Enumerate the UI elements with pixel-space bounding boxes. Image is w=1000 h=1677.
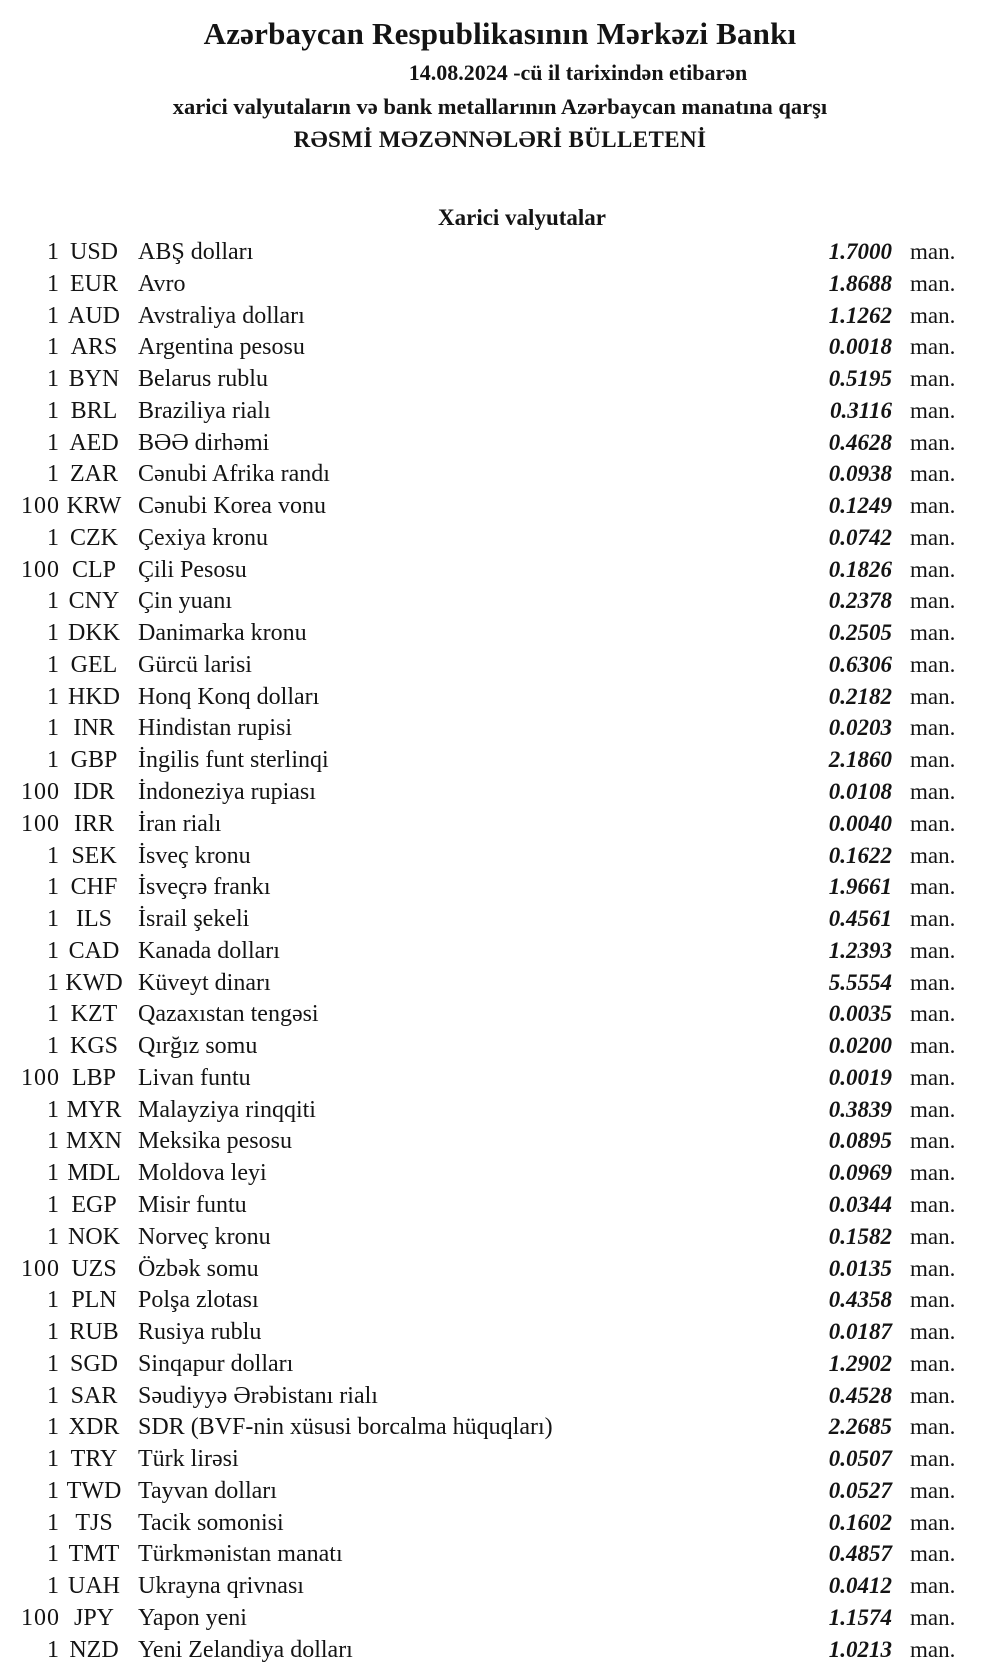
table-row: [0, 1348, 1000, 1380]
unit-label: man.: [910, 270, 956, 296]
currency-code: DKK: [68, 620, 120, 647]
unit-label: man.: [910, 1001, 956, 1027]
currency-name: Misir funtu: [138, 1191, 247, 1218]
table-row: [0, 300, 1000, 332]
currency-quantity: 1: [47, 620, 60, 647]
table-row: [0, 1507, 1000, 1539]
table-row: [0, 871, 1000, 903]
currency-quantity: 1: [47, 1319, 60, 1346]
exchange-rate: 2.1860: [828, 747, 892, 773]
currency-name: Gürcü larisi: [138, 651, 252, 678]
unit-label: man.: [910, 651, 956, 677]
table-row: [0, 522, 1000, 554]
currency-name: Tayvan dolları: [138, 1477, 277, 1504]
table-row: [0, 1157, 1000, 1189]
table-row: [0, 744, 1000, 776]
currency-code: AUD: [68, 302, 120, 329]
exchange-rate: 1.2393: [828, 937, 892, 963]
bulletin-page: [0, 14, 1000, 1677]
table-row: [0, 1221, 1000, 1253]
unit-label: man.: [910, 1128, 956, 1154]
unit-label: man.: [910, 969, 956, 995]
unit-label: man.: [910, 874, 956, 900]
currency-name: Avstraliya dolları: [138, 302, 305, 329]
currency-code: LBP: [71, 1064, 116, 1091]
table-row: [0, 1316, 1000, 1348]
exchange-rate: 0.2182: [828, 683, 892, 709]
currency-name: Honq Konq dolları: [138, 683, 320, 710]
currency-code: CZK: [70, 524, 118, 551]
table-row: [0, 935, 1000, 967]
currency-name: İsveç kronu: [138, 842, 251, 869]
table-row: [0, 1380, 1000, 1412]
unit-label: man.: [910, 1160, 956, 1186]
exchange-rate: 0.0187: [828, 1319, 892, 1345]
exchange-rate: 0.4561: [828, 906, 892, 932]
unit-label: man.: [910, 1223, 956, 1249]
table-row: [0, 1443, 1000, 1475]
table-row: [0, 1125, 1000, 1157]
currency-code: UAH: [68, 1573, 120, 1600]
currency-quantity: 1: [47, 429, 60, 456]
currency-quantity: 1: [47, 1414, 60, 1441]
currency-quantity: 1: [47, 397, 60, 424]
unit-label: man.: [910, 334, 956, 360]
currency-name: Tacik somonisi: [138, 1509, 284, 1536]
table-row: [0, 840, 1000, 872]
currency-code: TWD: [66, 1477, 122, 1504]
exchange-rate: 0.0019: [828, 1064, 892, 1090]
table-row: [0, 808, 1000, 840]
table-row: [0, 236, 1000, 268]
currency-quantity: 1: [47, 937, 60, 964]
currency-quantity: 1: [47, 334, 60, 361]
exchange-rate: 1.0213: [828, 1636, 892, 1662]
currency-code: NZD: [69, 1636, 119, 1663]
exchange-rate: 0.2378: [828, 588, 892, 614]
currency-quantity: 1: [47, 366, 60, 393]
unit-label: man.: [910, 683, 956, 709]
currency-code: MDL: [67, 1160, 121, 1187]
currency-name: Belarus rublu: [138, 366, 268, 393]
exchange-rate: 0.4528: [828, 1382, 892, 1408]
unit-label: man.: [910, 842, 956, 868]
currency-name: Avro: [138, 270, 186, 297]
unit-label: man.: [910, 747, 956, 773]
currency-name: Qırğız somu: [138, 1033, 258, 1060]
exchange-rate: 0.0527: [828, 1477, 892, 1503]
currency-quantity: 1: [47, 1382, 60, 1409]
currency-quantity: 1: [47, 1477, 60, 1504]
currency-name: ABŞ dolları: [138, 239, 254, 265]
currency-quantity: 1: [47, 1128, 60, 1155]
table-row: [0, 712, 1000, 744]
exchange-rate: 0.3839: [828, 1096, 892, 1122]
currency-quantity: 1: [47, 239, 60, 265]
currency-name: Cənubi Afrika randı: [138, 461, 330, 488]
currency-quantity: 1: [47, 1509, 60, 1536]
currency-name: Küveyt dinarı: [138, 969, 271, 996]
table-row: [0, 1094, 1000, 1126]
currency-code: KRW: [66, 493, 122, 520]
unit-label: man.: [910, 1033, 956, 1059]
exchange-rate: 0.1826: [828, 556, 892, 582]
currency-quantity: 1: [47, 1033, 60, 1060]
exchange-rate: 0.0938: [828, 461, 892, 487]
unit-label: man.: [910, 620, 956, 646]
currency-name: SDR (BVF-nin xüsusi borcalma hüquqları): [138, 1414, 553, 1441]
table-row: [0, 998, 1000, 1030]
unit-label: man.: [910, 715, 956, 741]
currency-code: HKD: [68, 683, 120, 710]
unit-label: man.: [910, 1509, 956, 1535]
currency-quantity: 100: [21, 556, 60, 583]
currency-name: Moldova leyi: [138, 1160, 267, 1187]
unit-label: man.: [910, 1477, 956, 1503]
table-row: [0, 967, 1000, 999]
currency-code: BYN: [68, 366, 120, 393]
currency-code: KWD: [65, 969, 123, 996]
exchange-rate: 0.0200: [828, 1033, 892, 1059]
unit-label: man.: [910, 461, 956, 487]
unit-label: man.: [910, 429, 956, 455]
currency-code: GEL: [70, 651, 118, 678]
table-row: [0, 1284, 1000, 1316]
exchange-rate: 1.1574: [828, 1604, 892, 1630]
exchange-rate: 0.5195: [828, 366, 892, 392]
exchange-rate: 1.7000: [828, 239, 892, 264]
currency-quantity: 1: [47, 1636, 60, 1663]
exchange-rate: 0.0344: [828, 1191, 892, 1217]
currency-name: Malayziya rinqqiti: [138, 1096, 316, 1123]
unit-label: man.: [910, 1414, 956, 1440]
table-row: [0, 1538, 1000, 1570]
currency-code: CAD: [68, 937, 120, 964]
unit-label: man.: [910, 493, 956, 519]
unit-label: man.: [910, 1636, 956, 1662]
bank-title: Azərbaycan Respublikasının Mərkəzi Bankı: [203, 16, 797, 51]
subject-line: xarici valyutaların və bank metallarının Azərbaycan manatına qarşı: [172, 94, 828, 119]
exchange-rate: 0.3116: [830, 397, 892, 423]
effective-date-line: 14.08.2024 -cü il tarixindən etibarən: [408, 60, 748, 85]
currency-code: ARS: [70, 334, 118, 361]
exchange-rate: 0.0135: [828, 1255, 892, 1281]
currency-quantity: 1: [47, 270, 60, 297]
currency-code: NOK: [68, 1223, 120, 1250]
currency-quantity: 1: [47, 1096, 60, 1123]
currency-name: İsveçrə frankı: [138, 874, 271, 901]
currency-name: Çili Pesosu: [138, 556, 247, 583]
currency-quantity: 100: [21, 1064, 60, 1091]
currency-name: Sinqapur dolları: [138, 1350, 294, 1377]
unit-label: man.: [910, 239, 956, 264]
currency-quantity: 100: [21, 493, 60, 520]
currency-code: AED: [69, 429, 119, 456]
currency-code: BRL: [70, 397, 118, 424]
unit-label: man.: [910, 556, 956, 582]
currency-code: INR: [73, 715, 115, 742]
table-row: [0, 395, 1000, 427]
exchange-rate: 0.1622: [828, 842, 892, 868]
currency-name: Ukrayna qrivnası: [138, 1573, 304, 1600]
table-row: [0, 458, 1000, 490]
exchange-rate: 0.0035: [828, 1001, 892, 1027]
table-row: [0, 1253, 1000, 1285]
table-row: [0, 776, 1000, 808]
table-row: [0, 1570, 1000, 1602]
table-row: [0, 554, 1000, 586]
exchange-rate: 0.0742: [828, 524, 892, 550]
exchange-rate: 0.0040: [828, 810, 892, 836]
exchange-rate: 0.1602: [828, 1509, 892, 1535]
currency-code: UZS: [71, 1255, 117, 1282]
exchange-rate: 0.0203: [828, 715, 892, 741]
currency-quantity: 1: [47, 461, 60, 488]
exchange-rate: 1.8688: [828, 270, 892, 296]
currency-name: Özbək somu: [138, 1255, 259, 1282]
unit-label: man.: [910, 1446, 956, 1472]
currency-code: TMT: [68, 1541, 120, 1568]
currency-quantity: 100: [21, 779, 60, 806]
table-row: [0, 585, 1000, 617]
currency-quantity: 1: [47, 715, 60, 742]
exchange-rate: 0.0108: [828, 779, 892, 805]
currency-name: Kanada dolları: [138, 937, 280, 964]
exchange-rate: 0.4628: [828, 429, 892, 455]
unit-label: man.: [910, 1382, 956, 1408]
table-row: [0, 681, 1000, 713]
unit-label: man.: [910, 937, 956, 963]
unit-label: man.: [910, 906, 956, 932]
currency-code: USD: [69, 239, 118, 265]
currency-code: EUR: [70, 270, 118, 297]
table-row: [0, 1634, 1000, 1666]
unit-label: man.: [910, 1350, 956, 1376]
currency-name: Meksika pesosu: [138, 1128, 292, 1155]
currency-quantity: 1: [47, 1541, 60, 1568]
currency-quantity: 1: [47, 842, 60, 869]
unit-label: man.: [910, 810, 956, 836]
table-row: [0, 903, 1000, 935]
unit-label: man.: [910, 1064, 956, 1090]
currency-name: BƏƏ dirhəmi: [138, 429, 270, 456]
table-row: [0, 1189, 1000, 1221]
exchange-rate: 0.6306: [828, 651, 892, 677]
currency-quantity: 1: [47, 1573, 60, 1600]
currency-name: Polşa zlotası: [138, 1287, 259, 1314]
currency-name: Çexiya kronu: [138, 524, 268, 551]
exchange-rate: 1.1262: [828, 302, 892, 328]
unit-label: man.: [910, 397, 956, 423]
exchange-rate: 0.0895: [828, 1128, 892, 1154]
currency-code: SAR: [70, 1382, 118, 1409]
exchange-rate: 0.0507: [828, 1446, 892, 1472]
exchange-rate: 2.2685: [828, 1414, 892, 1440]
unit-label: man.: [910, 524, 956, 550]
currency-name: Çin yuanı: [138, 588, 232, 615]
currency-code: RUB: [69, 1319, 119, 1346]
currency-name: Rusiya rublu: [138, 1319, 262, 1346]
currency-name: İran rialı: [138, 810, 222, 837]
currency-quantity: 1: [47, 1446, 60, 1473]
currency-code: CHF: [70, 874, 118, 901]
currency-name: Qazaxıstan tengəsi: [138, 1001, 319, 1028]
exchange-rate: 0.4358: [828, 1287, 892, 1313]
exchange-rate: 1.9661: [828, 874, 892, 900]
currency-quantity: 1: [47, 1223, 60, 1250]
currency-code: CNY: [68, 588, 120, 615]
table-row: [0, 649, 1000, 681]
currency-name: Hindistan rupisi: [138, 715, 292, 742]
exchange-rate: 0.0969: [828, 1160, 892, 1186]
unit-label: man.: [910, 588, 956, 614]
exchange-rate: 0.1249: [828, 493, 892, 519]
unit-label: man.: [910, 1191, 956, 1217]
exchange-rate: 5.5554: [828, 969, 892, 995]
unit-label: man.: [910, 1541, 956, 1567]
currency-code: ILS: [76, 906, 112, 933]
currency-code: XDR: [68, 1414, 120, 1441]
currency-code: SEK: [71, 842, 117, 869]
unit-label: man.: [910, 1573, 956, 1599]
unit-label: man.: [910, 779, 956, 805]
table-row: [0, 617, 1000, 649]
unit-label: man.: [910, 1319, 956, 1345]
currency-code: TJS: [75, 1509, 113, 1536]
table-row: [0, 1411, 1000, 1443]
unit-label: man.: [910, 1287, 956, 1313]
unit-label: man.: [910, 302, 956, 328]
currency-rates-table: [0, 236, 1000, 1665]
currency-quantity: 1: [47, 588, 60, 615]
unit-label: man.: [910, 366, 956, 392]
table-row: [0, 1602, 1000, 1634]
currency-code: MXN: [65, 1128, 122, 1155]
currency-quantity: 100: [21, 1255, 60, 1282]
exchange-rate: 0.1582: [828, 1223, 892, 1249]
currency-name: Norveç kronu: [138, 1223, 271, 1250]
currency-name: Səudiyyə Ərəbistanı rialı: [138, 1382, 378, 1409]
exchange-rate: 0.2505: [828, 620, 892, 646]
currency-code: IDR: [73, 779, 115, 806]
currency-name: Yeni Zelandiya dolları: [138, 1636, 353, 1663]
currency-code: IRR: [73, 810, 114, 837]
table-row: [0, 331, 1000, 363]
currency-quantity: 1: [47, 906, 60, 933]
exchange-rate: 1.2902: [828, 1350, 892, 1376]
currency-name: Türkmənistan manatı: [138, 1541, 343, 1568]
currency-name: İsrail şekeli: [138, 906, 250, 933]
currency-quantity: 1: [47, 969, 60, 996]
currency-quantity: 1: [47, 683, 60, 710]
exchange-rate: 0.4857: [828, 1541, 892, 1567]
currency-code: TRY: [70, 1446, 118, 1473]
currency-name: İngilis funt sterlinqi: [138, 747, 329, 774]
currency-name: İndoneziya rupiası: [138, 779, 316, 806]
table-row: [0, 1062, 1000, 1094]
currency-name: Danimarka kronu: [138, 620, 307, 647]
currency-name: Argentina pesosu: [138, 334, 305, 361]
currency-name: Cənubi Korea vonu: [138, 493, 326, 520]
table-row: [0, 363, 1000, 395]
currency-quantity: 1: [47, 1350, 60, 1377]
currency-code: KGS: [69, 1033, 118, 1060]
currency-quantity: 1: [47, 747, 60, 774]
currency-quantity: 1: [47, 1001, 60, 1028]
currency-name: Braziliya rialı: [138, 397, 271, 424]
currency-code: ZAR: [70, 461, 118, 488]
exchange-rate: 0.0018: [828, 334, 892, 360]
currency-quantity: 1: [47, 651, 60, 678]
currency-code: GBP: [70, 747, 118, 774]
currency-quantity: 1: [47, 302, 60, 329]
currency-code: JPY: [73, 1604, 115, 1631]
currency-code: KZT: [70, 1001, 118, 1028]
currency-quantity: 100: [21, 1604, 60, 1631]
exchange-rate: 0.0412: [828, 1573, 892, 1599]
currency-code: CLP: [71, 556, 116, 583]
table-row: [0, 268, 1000, 300]
currency-name: Türk lirəsi: [138, 1446, 239, 1473]
currency-quantity: 1: [47, 874, 60, 901]
currency-code: MYR: [66, 1096, 122, 1123]
bulletin-title: RƏSMİ MƏZƏNNƏLƏRİ BÜLLETENİ: [293, 127, 707, 152]
currency-name: Livan funtu: [138, 1064, 251, 1091]
currency-quantity: 100: [21, 810, 60, 837]
table-row: [0, 427, 1000, 459]
currency-code: EGP: [71, 1191, 117, 1218]
section-title-foreign-currencies: Xarici valyutalar: [438, 205, 606, 230]
unit-label: man.: [910, 1255, 956, 1281]
unit-label: man.: [910, 1604, 956, 1630]
table-row: [0, 490, 1000, 522]
table-row: [0, 1475, 1000, 1507]
currency-quantity: 1: [47, 524, 60, 551]
unit-label: man.: [910, 1096, 956, 1122]
currency-quantity: 1: [47, 1191, 60, 1218]
currency-quantity: 1: [47, 1287, 60, 1314]
currency-code: SGD: [69, 1350, 118, 1377]
currency-name: Yapon yeni: [138, 1604, 247, 1631]
currency-quantity: 1: [47, 1160, 60, 1187]
table-row: [0, 1030, 1000, 1062]
currency-code: PLN: [71, 1287, 117, 1314]
